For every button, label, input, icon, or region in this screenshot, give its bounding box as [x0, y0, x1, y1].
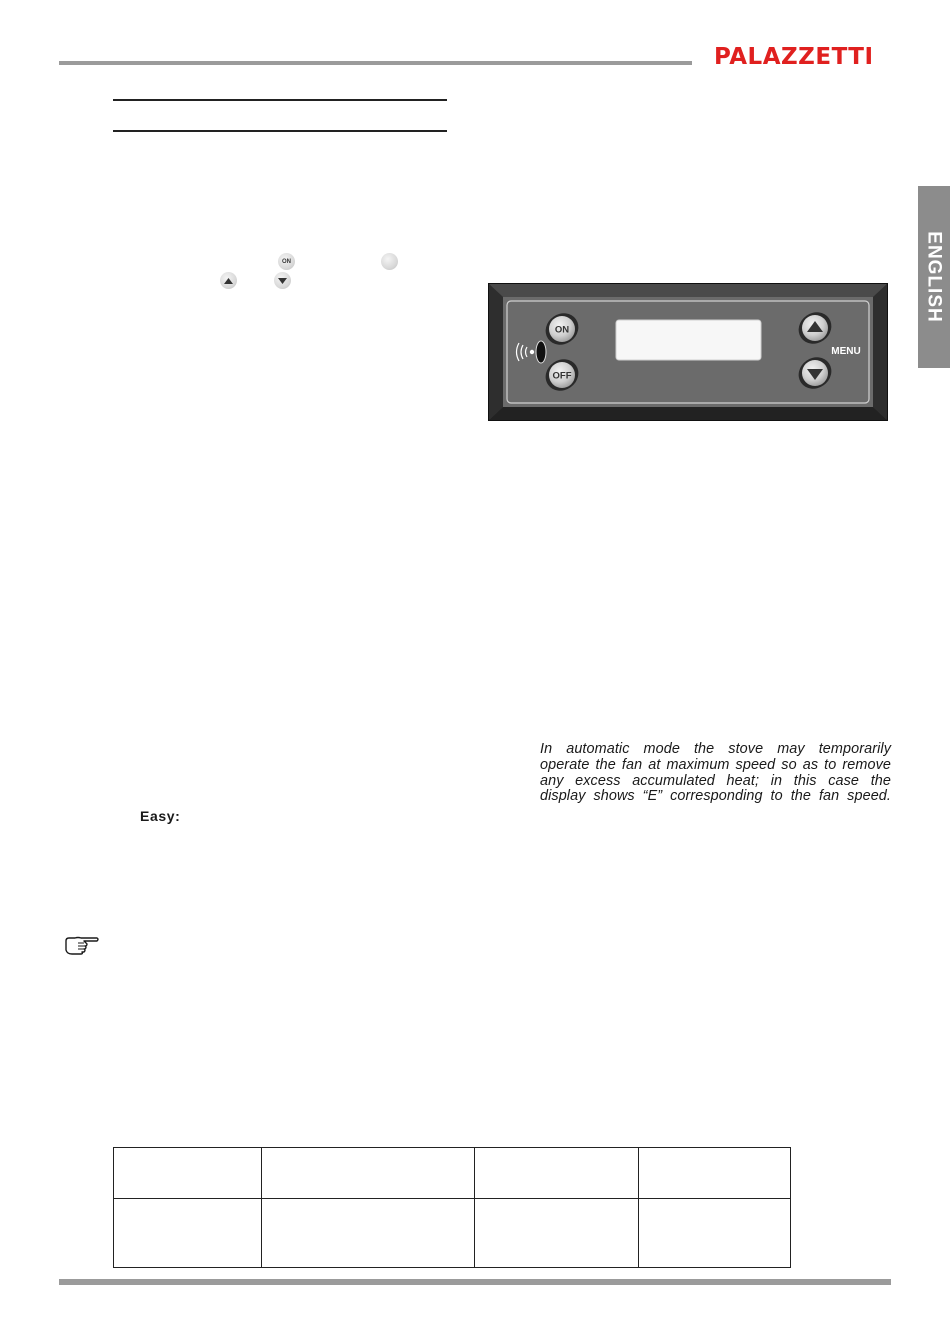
table-cell — [639, 1148, 791, 1199]
lcd-display — [616, 320, 761, 360]
fan-speed-note — [540, 742, 891, 805]
off-button-label: OFF — [552, 370, 572, 382]
section-title-rule-bottom — [113, 130, 447, 132]
table-cell — [475, 1199, 639, 1268]
section-title-rule-top — [113, 99, 447, 101]
table-cell — [475, 1148, 639, 1199]
table-row — [114, 1148, 791, 1199]
table-cell — [639, 1199, 791, 1268]
footer-rule — [59, 1279, 891, 1285]
ir-receiver-icon — [536, 341, 546, 363]
on-button-icon — [278, 253, 295, 270]
control-panel-illustration — [488, 283, 889, 422]
blank-button-icon — [381, 253, 398, 270]
brand-logo: PALAZZETTI — [714, 44, 874, 70]
table-cell — [261, 1148, 475, 1199]
fan-note-line: any excess accumulated heat; in this case the — [540, 772, 891, 789]
fan-note-line: display shows “E” corresponding to the fan speed. — [540, 788, 891, 805]
table-cell — [261, 1199, 475, 1268]
table-row — [114, 1199, 791, 1268]
language-tab[interactable] — [918, 186, 950, 368]
fan-note-line: operate the fan at maximum speed so as to remove — [540, 756, 891, 773]
easy-mode-label: Easy: — [140, 808, 181, 824]
settings-table — [113, 1147, 791, 1268]
fan-note-line: In automatic mode the stove may temporarily — [540, 741, 891, 757]
down-arrow-button-icon — [274, 272, 291, 289]
header-rule — [59, 61, 692, 65]
up-arrow-button-icon — [220, 272, 237, 289]
table-cell — [114, 1148, 262, 1199]
on-button-icon-label: ON — [282, 258, 291, 265]
on-button-label: ON — [554, 324, 570, 336]
pointing-hand-icon — [64, 935, 100, 957]
table-cell — [114, 1199, 262, 1268]
language-tab-label: ENGLISH — [924, 231, 946, 323]
menu-label: MENU — [831, 346, 861, 357]
